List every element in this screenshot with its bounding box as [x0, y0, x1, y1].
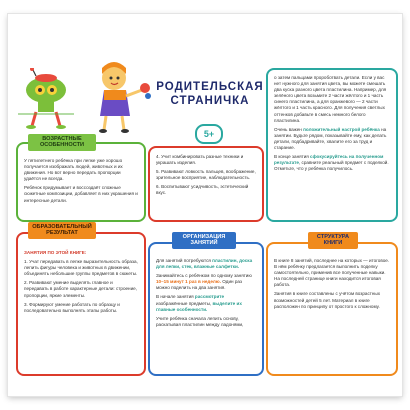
age-features-p2: Ребёнок придумывает и воссоздаёт сложные сюжетные композиции, добавляет в них украшения и интересные детали. — [24, 185, 138, 203]
skills-p1: 4. Учит комбинировать разные техники и украшать изделия. — [156, 154, 244, 166]
structure-p2: Занятия в книге составлены с учётом возрастных возможностей детей 5 лет. Материал в книге расположен по принципу от простого к сложному. — [274, 291, 381, 309]
tips-p3: В конце занятия сфокусируйтесь на полученном результате, сравните реальный предмет с поделкой. Отметьте, что у ребёнка получилось. — [274, 154, 389, 172]
page-title: РОДИТЕЛЬСКАЯ СТРАНИЧКА — [156, 81, 264, 107]
organization-tag: ОРГАНИЗАЦИЯ ЗАНЯТИЙ — [172, 232, 236, 249]
skills-p2: 5. Развивают ловкость пальцев, воображение, зрительное восприятие, наблюдательность. — [156, 169, 256, 181]
age-badge: 5+ — [195, 124, 223, 144]
age-features-p1: У пятилетнего ребёнка при лепке уже хорошо получается изображать людей, животных и их движения. Но вот верно передать пропорции удаётся не всегда. — [24, 158, 123, 182]
result-p3: 3. Формируют умение работать по образцу и последовательно выполнять этапы работы. — [24, 301, 120, 313]
organization-box — [148, 242, 264, 376]
structure-box — [266, 242, 398, 376]
organization-p1: Для занятий потребуются пластилин, доска для лепки, стек, влажные салфетки. — [156, 258, 253, 270]
tips-p2: Очень важен положительный настрой ребёнка на занятии. Будьте рядом, показывайте ему, как делать детали, подбадривайте, хвалите его за труд и старание. — [274, 126, 387, 151]
structure-tag: СТРУКТУРА КНИГИ — [308, 232, 358, 249]
organization-p4: Учите ребёнка сначала лепить основу, раскатывая пластилин между ладонями, — [156, 315, 244, 327]
robot-illustration — [14, 68, 78, 130]
tips-box — [266, 68, 398, 222]
skills-p3: 6. Воспитывают усидчивость, эстетический вкус. — [156, 184, 249, 196]
result-box — [16, 232, 146, 376]
result-p1: 1. Учат передавать в лепке выразительность образа, лепить фигуры человека и животных в движении, объединять небольшие группы предметов в сюжеты. — [24, 259, 138, 277]
girl-illustration — [90, 62, 154, 134]
result-tag: ОБРАЗОВАТЕЛЬНЫЙ РЕЗУЛЬТАТ — [28, 222, 96, 239]
result-heading: ЗАНЯТИЯ ПО ЭТОЙ КНИГЕ: — [24, 250, 87, 255]
age-features-tag: ВОЗРАСТНЫЕ ОСОБЕННОСТИ — [28, 134, 96, 151]
result-p2: 2. Развивают умение выделять главное и передавать в работе характерные детали: строение, пропорции, яркие элементы. — [24, 280, 137, 298]
organization-p3: В начале занятия рассмотрите изображённые предметы, выделите их главные особенности. — [156, 294, 242, 312]
structure-p1: В книге 8 занятий, последнее на которых — итоговое. В нём ребёнку предлагается выполнить поделку самостоятельно, применив все полученные навыки. На последней странице книги находится итоговая работа. — [274, 258, 390, 288]
age-features-box — [16, 142, 146, 222]
skills-box — [148, 146, 264, 222]
parent-page — [8, 14, 402, 396]
organization-p2: Занимайтесь с ребёнком по одному занятию 10–15 минут 1 раз в неделю. Один раз можно поделить на два занятия. — [156, 273, 252, 291]
tips-p1: о затем пальцами пророботвать детали. Если у вас нет нужного для занятия цвета, вы можете смешать два куска разного цвета пластилина. Например, для зелёного цвета возьмите 2 части жёлтого и 1 часть синего пластилина, а для оранжевого — 2 части жёлтого и 1 часть красного. Для получения светлых оттенков добавьте в смесь немного белого пластилина. — [274, 75, 387, 123]
